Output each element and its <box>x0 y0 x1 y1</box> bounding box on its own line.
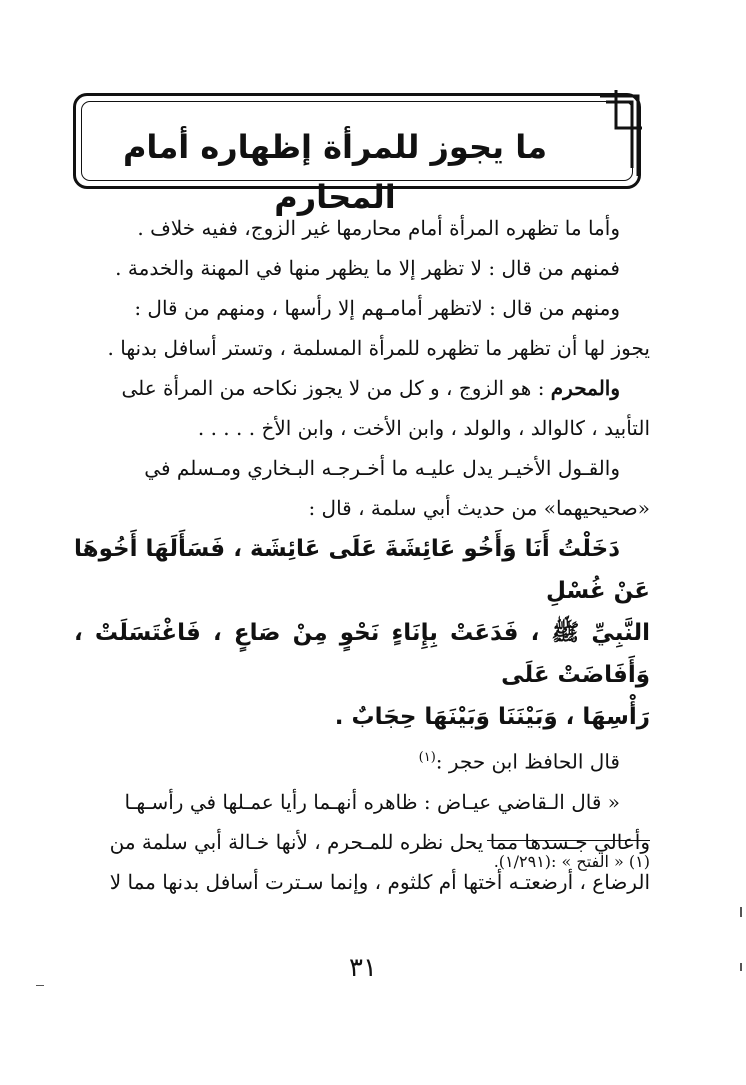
quote-line: الرضاع ، أرضعتـه أختها أم كلثوم ، وإنما سـترت أسافل بدنها مما لا <box>109 869 650 894</box>
paragraph-definition <box>74 368 650 448</box>
scan-mark <box>36 985 44 986</box>
paragraph <box>74 448 650 528</box>
attribution <box>74 738 650 782</box>
hadith-line: دَخَلْتُ أَنَا وَأَخُو عَائِشَةَ عَلَى عَائِشَة ، فَسَأَلَهَا أَخُوهَا عَنْ غُسْلِ <box>74 536 650 604</box>
hadith-line: رَأْسِهَا ، وَبَيْنَنَا وَبَيْنَهَا حِجَابٌ . <box>334 704 650 730</box>
footnote-divider <box>487 840 650 841</box>
quote-line: « قال الـقاضي عيـاض : ظاهره أنهـما رأيا عمـلها في رأسـهـا <box>124 789 620 814</box>
page-number: ٣١ <box>349 953 377 983</box>
footnote: (١) « الفتح » :(١/٢٩١). <box>493 852 650 871</box>
quote-line: وأعالي جـسدها مما يحل نظره للمـحرم ، لأنها خـالة أبي سلمة من <box>109 829 650 854</box>
paragraph <box>74 248 650 288</box>
text-line: والقـول الأخيـر يدل عليـه ما أخـرجـه البـخاري ومـسلم في <box>144 456 620 480</box>
text-line: : هو الزوج ، و كل من لا يجوز نكاحه من المرأة على <box>121 376 551 400</box>
text-line: فمنهم من قال : لا تظهر إلا ما يظهر منها في المهنة والخدمة . <box>115 256 620 280</box>
attribution-text: قال الحافظ ابن حجر : <box>435 749 620 774</box>
defined-term: والمحرم <box>550 376 620 400</box>
text-line: وأما ما تظهره المرأة أمام محارمها غير الزوج، ففيه خلاف . <box>137 216 620 240</box>
paragraph <box>74 208 650 248</box>
scan-mark <box>740 907 742 917</box>
hadith-line: النَّبِيِّ ﷺ ، فَدَعَتْ بِإِنَاءٍ نَحْوٍ مِنْ صَاعٍ ، فَاغْتَسَلَتْ ، وَأَفَاضَتْ عَلَى <box>74 620 650 688</box>
text-line: يجوز لها أن تظهر ما تظهره للمرأة المسلمة ، وتستر أسافل بدنها . <box>107 336 650 360</box>
text-line: التأبيد ، كالوالد ، والولد ، وابن الأخت ، وابن الأخ . . . . . <box>197 416 650 440</box>
body-text <box>74 208 650 902</box>
paragraph <box>74 288 650 368</box>
hadith-text <box>74 528 650 738</box>
page-title: ما يجوز للمرأة إظهاره أمام المحارم <box>122 128 548 216</box>
text-line: «صحيحيهما» من حديث أبي سلمة ، قال : <box>308 496 650 520</box>
quote-paragraph <box>74 782 650 902</box>
footnote-ref: (١) <box>418 750 436 765</box>
scan-mark <box>740 963 742 971</box>
text-line: ومنهم من قال : لاتظهر أمامـهم إلا رأسها ، ومنهم من قال : <box>134 296 620 320</box>
